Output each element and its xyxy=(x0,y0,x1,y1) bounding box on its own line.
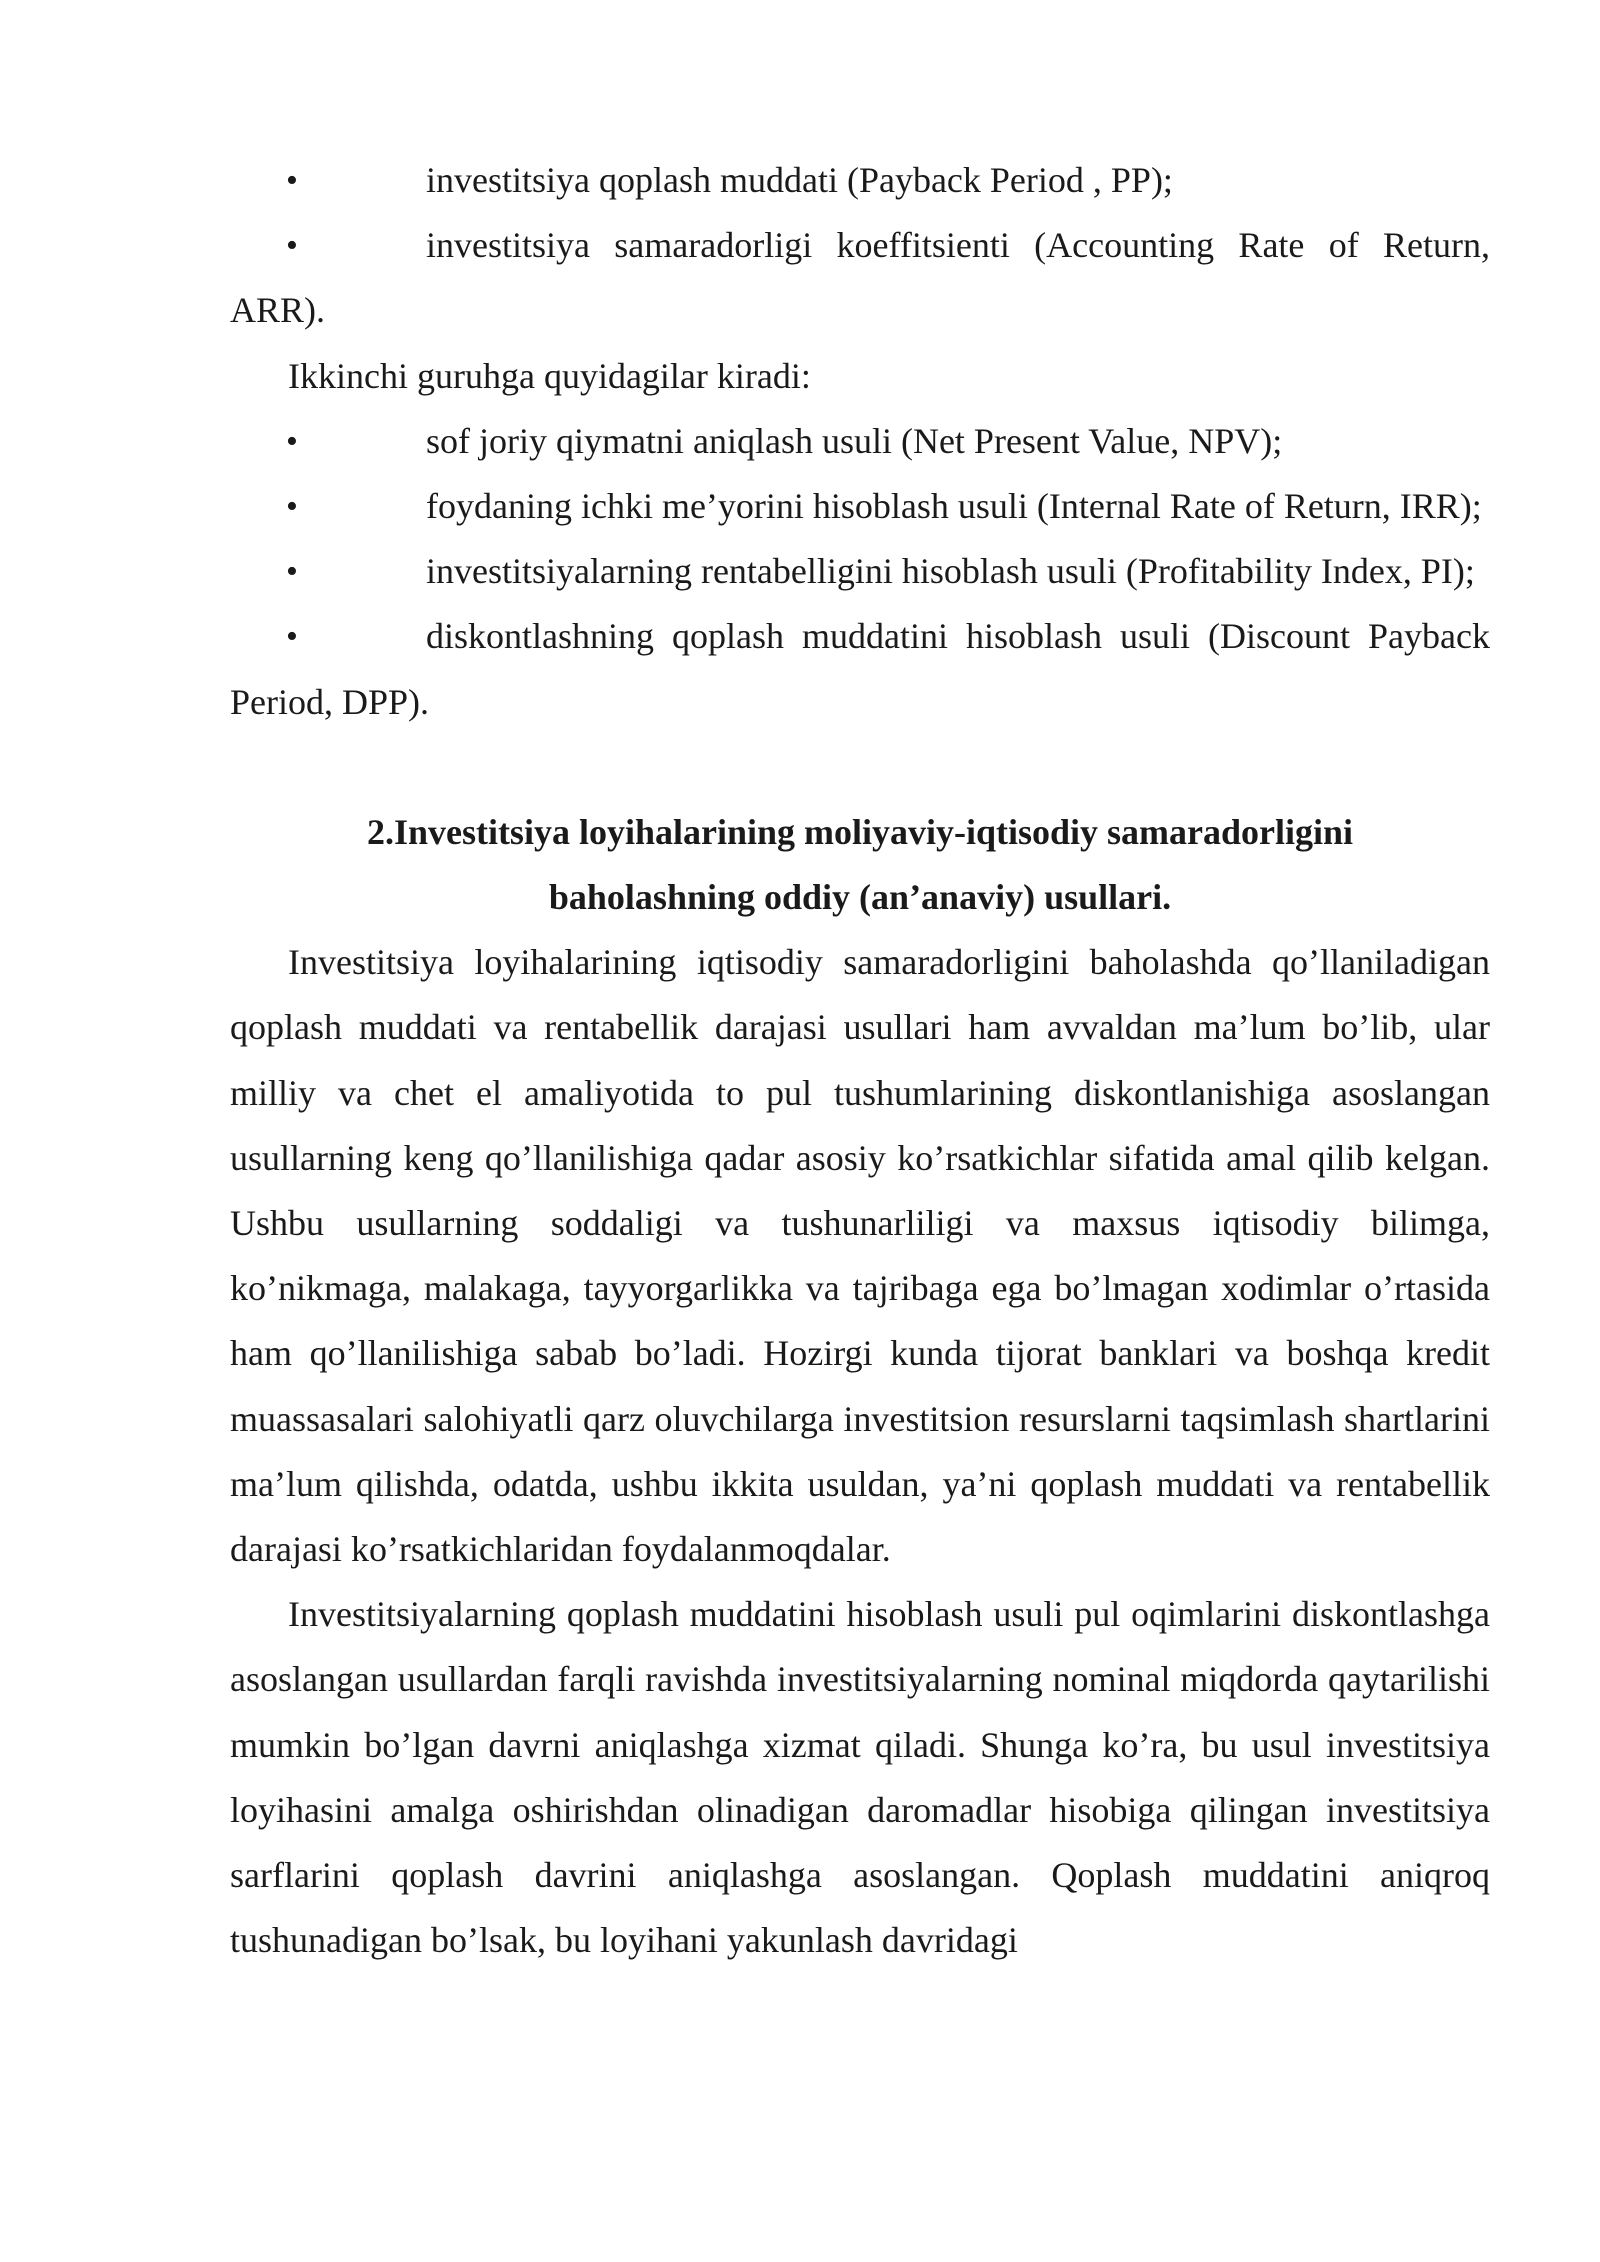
bullet-item xyxy=(230,474,1490,539)
group2-intro: Ikkinchi guruhga quyidagilar kiradi: xyxy=(288,355,811,396)
document-body xyxy=(230,148,1490,1973)
bullet-icon: • xyxy=(286,553,298,591)
bullet-text: investitsiya qoplash muddati (Payback Period , PP); xyxy=(426,160,1173,200)
bullet-item xyxy=(230,409,1490,474)
bullet-text: sof joriy qiymatni aniqlash usuli (Net Present Value, NPV); xyxy=(426,420,1283,461)
bullet-icon: • xyxy=(286,488,298,526)
bullet-icon: • xyxy=(286,227,298,265)
bullet-item xyxy=(230,539,1490,604)
spacer xyxy=(230,735,1490,800)
body-paragraph: Investitsiya loyihalarining iqtisodiy samaradorligini baholashda qo’llaniladigan qoplash muddati va rentabellik darajasi usullari ham avvaldan ma’lum bo’lib, ular milliy va chet el amaliyotida to pul tushumlarining diskontlanishiga asoslangan usullarning keng qo’llanilishiga qadar asosiy ko’rsatkichlar sifatida amal qilib kelgan. Ushbu usullarning soddaligi va tushunarliligi va maxsus iqtisodiy bilimga, ko’nikmaga, malakaga, tayyorgarlikka va tajribaga ega bo’lmagan xodimlar o’rtasida ham qo’llanilishiga sabab bo’ladi. Hozirgi kunda tijorat banklari va boshqa kredit muassasalari salohiyatli qarz oluvchilarga investitsion resurslarni taqsimlash shartlarini ma’lum qilishda, odatda, ushbu ikkita usuldan, ya’ni qoplash muddati va rentabellik darajasi ko’rsatkichlaridan foydalanmoqdalar. xyxy=(230,942,1490,1570)
heading-line-2: baholashning oddiy (an’anaviy) usullari. xyxy=(548,877,1172,918)
bullet-icon: • xyxy=(286,618,298,656)
bullet-icon: • xyxy=(286,422,298,460)
bullet-item xyxy=(230,604,1490,734)
section-heading xyxy=(230,800,1490,930)
bullet-icon: • xyxy=(286,162,298,199)
bullet-text: diskontlashning qoplash muddatini hisoblash usuli (Discount Payback Period, DPP). xyxy=(230,616,1490,722)
bullet-item xyxy=(230,213,1490,343)
heading-line-1: 2.Investitsiya loyihalarining moliyaviy-iqtisodiy samaradorligini xyxy=(366,811,1354,852)
body-paragraph: Investitsiyalarning qoplash muddatini hisoblash usuli pul oqimlarini diskontlashga asoslangan usullardan farqli ravishda investitsiyalarning nominal miqdorda qaytarilishi mumkin bo’lgan davrni aniqlashga xizmat qiladi. Shunga ko’ra, bu usul investitsiya loyihasini amalga oshirishdan olinadigan daromadlar hisobiga qilingan investitsiya sarflarini qoplash davrini aniqlashga asoslangan. Qoplash muddatini aniqroq tushunadigan bo’lsak, bu loyihani yakunlash davridagi xyxy=(230,1594,1490,1961)
bullet-text: investitsiya samaradorligi koeffitsienti (Accounting Rate of Return, ARR). xyxy=(230,225,1490,331)
bullet-text: foydaning ichki me’yorini hisoblash usuli (Internal Rate of Return, IRR); xyxy=(426,486,1482,527)
bullet-item xyxy=(230,148,1490,213)
bullet-text: investitsiyalarning rentabelligini hisoblash usuli (Profitability Index, PI); xyxy=(426,551,1475,592)
